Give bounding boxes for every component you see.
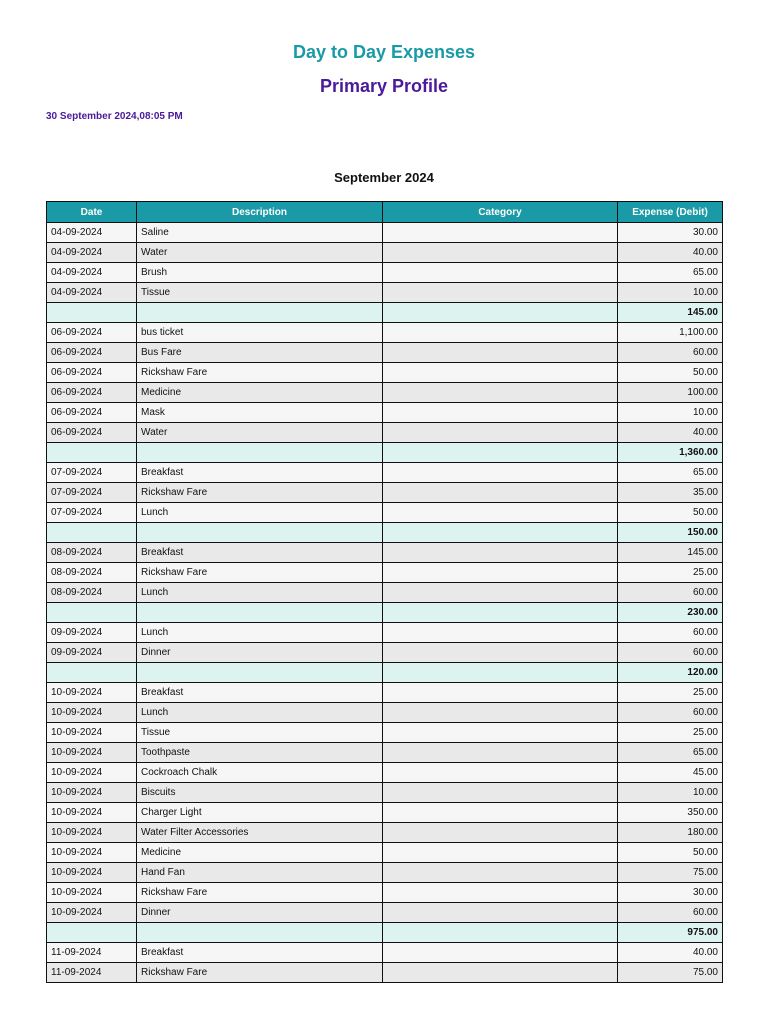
cell-category [383, 883, 618, 903]
cell-amount: 50.00 [618, 843, 723, 863]
cell-description: Hand Fan [137, 863, 383, 883]
cell-date: 10-09-2024 [47, 843, 137, 863]
subtotal-amount: 120.00 [618, 663, 723, 683]
cell-amount: 65.00 [618, 463, 723, 483]
table-row [47, 563, 723, 583]
cell-category [383, 963, 618, 983]
table-row [47, 683, 723, 703]
cell-category [383, 903, 618, 923]
cell-description: Lunch [137, 503, 383, 523]
cell-amount: 75.00 [618, 963, 723, 983]
cell-category [383, 643, 618, 663]
cell-amount: 10.00 [618, 283, 723, 303]
cell-date [47, 443, 137, 463]
cell-date: 07-09-2024 [47, 503, 137, 523]
cell-category [383, 383, 618, 403]
cell-date [47, 603, 137, 623]
table-row [47, 943, 723, 963]
generated-timestamp: 30 September 2024,08:05 PM [46, 111, 183, 122]
cell-date: 07-09-2024 [47, 483, 137, 503]
cell-category [383, 223, 618, 243]
cell-category [383, 303, 618, 323]
cell-amount: 145.00 [618, 543, 723, 563]
table-row [47, 223, 723, 243]
cell-description: Biscuits [137, 783, 383, 803]
cell-amount: 45.00 [618, 763, 723, 783]
table-row [47, 743, 723, 763]
cell-date: 11-09-2024 [47, 943, 137, 963]
subtotal-row [47, 443, 723, 463]
subtotal-amount: 150.00 [618, 523, 723, 543]
cell-description: Dinner [137, 643, 383, 663]
subtotal-row [47, 603, 723, 623]
cell-category [383, 563, 618, 583]
cell-date: 10-09-2024 [47, 803, 137, 823]
table-row [47, 803, 723, 823]
cell-description: Rickshaw Fare [137, 963, 383, 983]
column-header-expense: Expense (Debit) [618, 202, 723, 223]
cell-amount: 180.00 [618, 823, 723, 843]
table-row [47, 263, 723, 283]
cell-date: 08-09-2024 [47, 543, 137, 563]
table-row [47, 323, 723, 343]
subtotal-row [47, 663, 723, 683]
cell-date: 04-09-2024 [47, 283, 137, 303]
cell-date: 04-09-2024 [47, 243, 137, 263]
table-row [47, 783, 723, 803]
cell-description: Charger Light [137, 803, 383, 823]
cell-amount: 50.00 [618, 503, 723, 523]
cell-category [383, 823, 618, 843]
cell-category [383, 863, 618, 883]
report-title: Day to Day Expenses [292, 42, 476, 62]
cell-category [383, 743, 618, 763]
cell-amount: 60.00 [618, 623, 723, 643]
cell-date [47, 663, 137, 683]
cell-category [383, 543, 618, 563]
table-row [47, 343, 723, 363]
cell-category [383, 783, 618, 803]
month-heading: September 2024 [334, 170, 434, 185]
cell-amount: 65.00 [618, 743, 723, 763]
cell-amount: 25.00 [618, 723, 723, 743]
cell-description: Water [137, 243, 383, 263]
cell-description: Lunch [137, 703, 383, 723]
table-row [47, 703, 723, 723]
cell-description: Lunch [137, 583, 383, 603]
cell-category [383, 483, 618, 503]
cell-amount: 1,100.00 [618, 323, 723, 343]
cell-date: 10-09-2024 [47, 703, 137, 723]
cell-date: 07-09-2024 [47, 463, 137, 483]
subtotal-row [47, 303, 723, 323]
table-row [47, 503, 723, 523]
table-row [47, 543, 723, 563]
table-row [47, 423, 723, 443]
cell-date: 08-09-2024 [47, 563, 137, 583]
subtotal-amount: 1,360.00 [618, 443, 723, 463]
subtotal-amount: 975.00 [618, 923, 723, 943]
cell-category [383, 703, 618, 723]
cell-category [383, 943, 618, 963]
expense-table [46, 201, 723, 983]
cell-description: Water [137, 423, 383, 443]
cell-amount: 40.00 [618, 943, 723, 963]
cell-description: Breakfast [137, 683, 383, 703]
cell-date: 10-09-2024 [47, 823, 137, 843]
table-row [47, 823, 723, 843]
table-row [47, 483, 723, 503]
cell-category [383, 723, 618, 743]
column-header-category: Category [383, 202, 618, 223]
cell-category [383, 263, 618, 283]
cell-date: 10-09-2024 [47, 783, 137, 803]
cell-amount: 60.00 [618, 903, 723, 923]
subtotal-row [47, 523, 723, 543]
cell-description: Toothpaste [137, 743, 383, 763]
cell-description: Cockroach Chalk [137, 763, 383, 783]
table-row [47, 843, 723, 863]
cell-amount: 25.00 [618, 683, 723, 703]
cell-date: 06-09-2024 [47, 363, 137, 383]
cell-description: Breakfast [137, 543, 383, 563]
cell-description: Tissue [137, 723, 383, 743]
cell-amount: 60.00 [618, 643, 723, 663]
cell-amount: 30.00 [618, 223, 723, 243]
table-row [47, 723, 723, 743]
cell-description: Rickshaw Fare [137, 363, 383, 383]
cell-date: 11-09-2024 [47, 963, 137, 983]
cell-date [47, 303, 137, 323]
table-row [47, 903, 723, 923]
cell-category [383, 283, 618, 303]
table-row [47, 283, 723, 303]
cell-category [383, 583, 618, 603]
cell-date: 04-09-2024 [47, 263, 137, 283]
cell-description: Bus Fare [137, 343, 383, 363]
profile-name: Primary Profile [319, 76, 449, 96]
table-row [47, 583, 723, 603]
cell-description: Saline [137, 223, 383, 243]
cell-category [383, 923, 618, 943]
cell-category [383, 763, 618, 783]
cell-description: Water Filter Accessories [137, 823, 383, 843]
cell-date: 04-09-2024 [47, 223, 137, 243]
cell-date: 09-09-2024 [47, 623, 137, 643]
cell-amount: 50.00 [618, 363, 723, 383]
cell-category [383, 623, 618, 643]
cell-date: 06-09-2024 [47, 323, 137, 343]
cell-amount: 100.00 [618, 383, 723, 403]
table-row [47, 863, 723, 883]
cell-category [383, 243, 618, 263]
cell-category [383, 423, 618, 443]
cell-category [383, 363, 618, 383]
cell-category [383, 843, 618, 863]
subtotal-amount: 230.00 [618, 603, 723, 623]
cell-description: Rickshaw Fare [137, 563, 383, 583]
cell-date: 06-09-2024 [47, 423, 137, 443]
cell-description: Tissue [137, 283, 383, 303]
cell-category [383, 523, 618, 543]
table-row [47, 883, 723, 903]
cell-amount: 350.00 [618, 803, 723, 823]
cell-date [47, 523, 137, 543]
cell-category [383, 603, 618, 623]
column-header-date: Date [47, 202, 137, 223]
cell-amount: 35.00 [618, 483, 723, 503]
cell-description: Lunch [137, 623, 383, 643]
cell-description: Medicine [137, 843, 383, 863]
cell-amount: 40.00 [618, 243, 723, 263]
cell-amount: 10.00 [618, 783, 723, 803]
cell-description: Mask [137, 403, 383, 423]
cell-date: 10-09-2024 [47, 743, 137, 763]
cell-amount: 30.00 [618, 883, 723, 903]
cell-date: 10-09-2024 [47, 763, 137, 783]
cell-category [383, 443, 618, 463]
cell-category [383, 323, 618, 343]
cell-description [137, 923, 383, 943]
table-row [47, 963, 723, 983]
cell-date: 09-09-2024 [47, 643, 137, 663]
cell-date: 10-09-2024 [47, 723, 137, 743]
cell-date: 10-09-2024 [47, 683, 137, 703]
cell-amount: 25.00 [618, 563, 723, 583]
cell-date: 08-09-2024 [47, 583, 137, 603]
table-header-row [47, 202, 723, 223]
cell-description: Breakfast [137, 463, 383, 483]
cell-amount: 75.00 [618, 863, 723, 883]
cell-amount: 65.00 [618, 263, 723, 283]
cell-date [47, 923, 137, 943]
cell-category [383, 663, 618, 683]
cell-category [383, 403, 618, 423]
table-row [47, 763, 723, 783]
cell-category [383, 803, 618, 823]
subtotal-row [47, 923, 723, 943]
table-row [47, 623, 723, 643]
cell-category [383, 683, 618, 703]
cell-amount: 60.00 [618, 703, 723, 723]
table-row [47, 243, 723, 263]
cell-description: Rickshaw Fare [137, 883, 383, 903]
table-row [47, 643, 723, 663]
cell-description: Rickshaw Fare [137, 483, 383, 503]
cell-description [137, 303, 383, 323]
table-body [47, 223, 723, 983]
cell-category [383, 343, 618, 363]
cell-date: 06-09-2024 [47, 343, 137, 363]
cell-category [383, 503, 618, 523]
cell-amount: 60.00 [618, 583, 723, 603]
cell-date: 10-09-2024 [47, 903, 137, 923]
table-row [47, 363, 723, 383]
cell-description: Dinner [137, 903, 383, 923]
table-row [47, 403, 723, 423]
cell-date: 10-09-2024 [47, 883, 137, 903]
cell-category [383, 463, 618, 483]
cell-description: Medicine [137, 383, 383, 403]
cell-description: Breakfast [137, 943, 383, 963]
cell-description: bus ticket [137, 323, 383, 343]
cell-description [137, 663, 383, 683]
cell-amount: 40.00 [618, 423, 723, 443]
table-row [47, 383, 723, 403]
cell-amount: 10.00 [618, 403, 723, 423]
column-header-description: Description [137, 202, 383, 223]
table-row [47, 463, 723, 483]
subtotal-amount: 145.00 [618, 303, 723, 323]
cell-description: Brush [137, 263, 383, 283]
cell-description [137, 443, 383, 463]
cell-date: 06-09-2024 [47, 383, 137, 403]
cell-description [137, 603, 383, 623]
cell-description [137, 523, 383, 543]
cell-amount: 60.00 [618, 343, 723, 363]
cell-date: 06-09-2024 [47, 403, 137, 423]
cell-date: 10-09-2024 [47, 863, 137, 883]
